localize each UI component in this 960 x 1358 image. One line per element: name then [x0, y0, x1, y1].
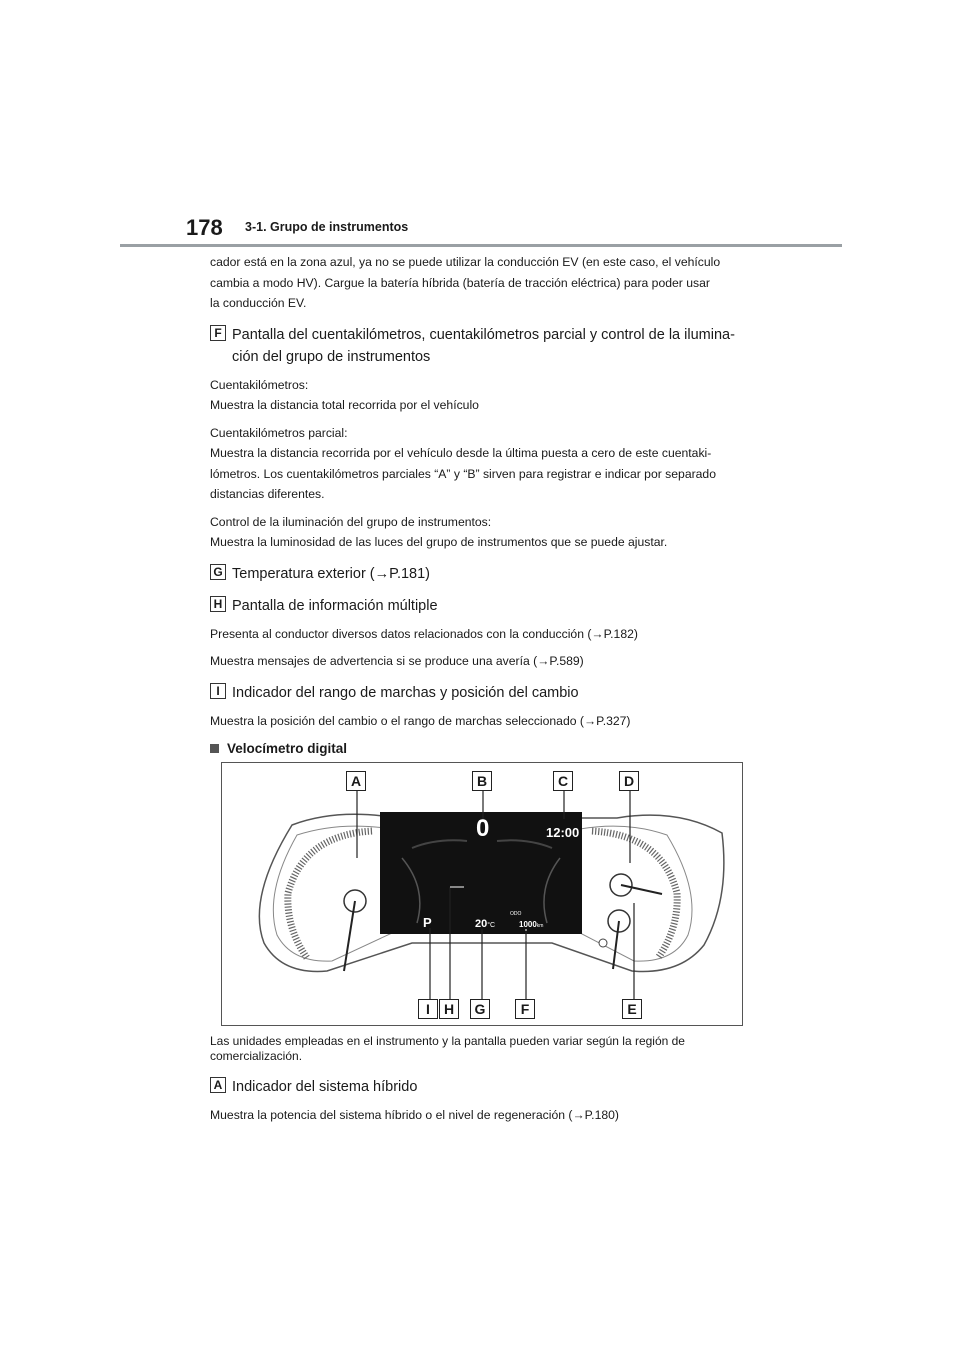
marker-i: I	[210, 683, 226, 699]
odo-unit: km	[536, 923, 544, 929]
temp-value: 20	[475, 918, 488, 930]
header-rule	[120, 244, 842, 247]
callout-e: E	[622, 999, 642, 1019]
section-f-title: ción del grupo de instrumentos	[232, 348, 431, 365]
units-note: Las unidades empleadas en el instrumento y la pantalla pueden variar según la región de	[210, 1034, 685, 1048]
light-desc: Muestra la luminosidad de las luces del grupo de instrumentos que se puede ajustar.	[210, 535, 668, 549]
speed-readout: 0	[476, 815, 490, 842]
section-h-title: Pantalla de información múltiple	[232, 597, 438, 614]
callout-d: D	[619, 771, 639, 791]
section-title: 3-1. Grupo de instrumentos	[245, 220, 409, 234]
page-body	[210, 252, 770, 1126]
odo-label: Cuentakilómetros:	[210, 377, 309, 392]
section-f-heading	[210, 324, 770, 368]
section-h-heading	[210, 595, 770, 617]
light-label: Control de la iluminación del grupo de instrumentos:	[210, 514, 492, 529]
callout-c: C	[553, 771, 573, 791]
digital-speedometer-heading	[210, 741, 770, 756]
section-i-title: Indicador del rango de marchas y posición del cambio	[232, 684, 579, 701]
section-a-title: Indicador del sistema híbrido	[232, 1079, 418, 1095]
section-h-desc: Presenta al conductor diversos datos relacionados con la conducción (→P.182)	[210, 626, 638, 641]
odo-prefix: ODO	[510, 911, 522, 917]
marker-f: F	[210, 325, 226, 341]
trip-desc: Muestra la distancia recorrida por el vehículo desde la última puesta a cero de este cuentaki-	[210, 446, 712, 460]
callout-a: A	[346, 771, 366, 791]
odo-value: 1000	[519, 920, 537, 929]
page-number: 178	[186, 215, 223, 240]
units-note: comercialización.	[210, 1049, 303, 1063]
temp-unit: °C	[487, 922, 496, 929]
intro-line: la conducción EV.	[210, 296, 307, 310]
callout-f: F	[515, 999, 535, 1019]
section-f-title: Pantalla del cuentakilómetros, cuentakilómetros parcial y control de la ilumina-	[232, 326, 735, 343]
digital-speedometer-title: Velocímetro digital	[227, 741, 348, 756]
section-h-desc: Muestra mensajes de advertencia si se produce una avería (→P.589)	[210, 654, 584, 668]
gear-indicator: P	[423, 915, 432, 930]
section-a-desc: Muestra la potencia del sistema híbrido o el nivel de regeneración (→P.180)	[210, 1108, 619, 1122]
trip-desc: lómetros. Los cuentakilómetros parciales “A” y “B” sirven para registrar e indicar por separado	[210, 466, 716, 481]
cluster-illustration	[222, 763, 742, 1025]
trip-desc: distancias diferentes.	[210, 487, 325, 501]
section-a-heading	[210, 1076, 770, 1098]
marker-g: G	[210, 564, 226, 580]
section-g-title: Temperatura exterior (→P.181)	[232, 565, 430, 582]
clock-readout: 12:00	[546, 825, 580, 840]
callout-h: H	[439, 999, 459, 1019]
section-g-heading	[210, 563, 770, 585]
marker-a: A	[210, 1077, 226, 1093]
section-i-heading	[210, 682, 770, 704]
callout-i: I	[418, 999, 438, 1019]
trip-label: Cuentakilómetros parcial:	[210, 425, 348, 440]
callout-b: B	[472, 771, 492, 791]
outside-temp-readout	[475, 918, 495, 930]
square-bullet-icon	[210, 744, 219, 753]
intro-line: cambia a modo HV). Cargue la batería híbrida (batería de tracción eléctrica) para poder usar	[210, 275, 710, 290]
marker-h: H	[210, 596, 226, 612]
intro-line: cador está en la zona azul, ya no se puede utilizar la conducción EV (en este caso, el vehículo	[210, 255, 721, 269]
odo-desc: Muestra la distancia total recorrida por el vehículo	[210, 398, 479, 412]
section-i-desc: Muestra la posición del cambio o el rango de marchas seleccionado (→P.327)	[210, 713, 631, 728]
instrument-cluster-figure	[221, 762, 743, 1026]
odometer-readout	[519, 920, 543, 929]
callout-g: G	[470, 999, 490, 1019]
